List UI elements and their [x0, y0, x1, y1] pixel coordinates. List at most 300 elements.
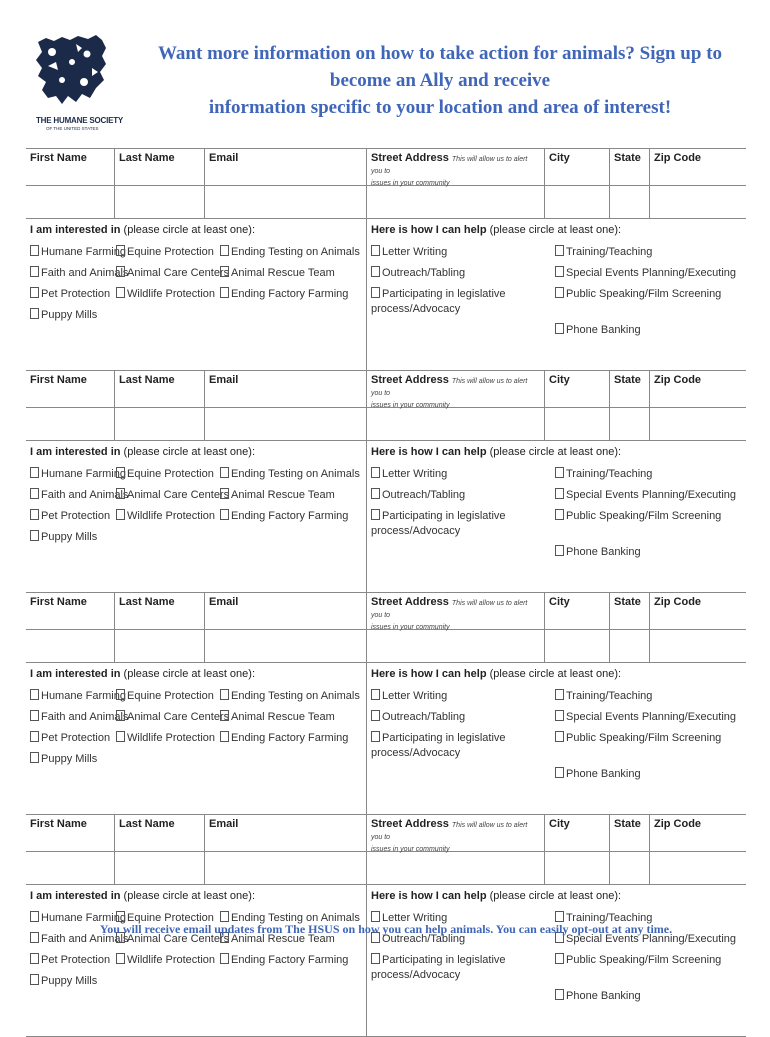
street-address-note-2: issues in your community — [371, 846, 450, 853]
interest-option-label: Pet Protection — [41, 732, 111, 744]
street-address-field[interactable] — [366, 408, 544, 440]
checkbox-icon[interactable] — [371, 245, 380, 256]
interest-option[interactable] — [30, 287, 116, 302]
interest-option-label: Ending Testing on Animals — [231, 246, 360, 258]
help-option-label: Special Events Planning/Executing — [566, 711, 736, 723]
help-option-label: Phone Banking — [566, 768, 641, 780]
interest-option[interactable] — [220, 689, 360, 704]
checkbox-icon[interactable] — [116, 731, 125, 742]
checkbox-icon[interactable] — [30, 752, 39, 763]
help-option[interactable] — [555, 767, 745, 782]
checkbox-icon[interactable] — [555, 767, 564, 778]
interest-option-label: Equine Protection — [127, 468, 214, 480]
checkbox-icon[interactable] — [371, 689, 380, 700]
checkbox-icon[interactable] — [30, 710, 39, 721]
help-option-label: Public Speaking/Film Screening — [566, 510, 722, 522]
checkbox-icon[interactable] — [371, 911, 380, 922]
street-address-note-2: issues in your community — [371, 624, 450, 631]
interest-option[interactable] — [116, 287, 220, 302]
city-field[interactable] — [544, 852, 609, 884]
checkbox-icon[interactable] — [116, 266, 125, 277]
city-field[interactable] — [544, 630, 609, 662]
help-option[interactable] — [371, 266, 555, 281]
street-address-label — [366, 815, 544, 851]
first-name-field[interactable] — [26, 186, 114, 218]
checkbox-icon[interactable] — [555, 911, 564, 922]
help-option[interactable] — [555, 488, 745, 503]
interest-option[interactable] — [30, 488, 129, 503]
email-field[interactable] — [204, 408, 366, 440]
last-name-field[interactable] — [114, 630, 204, 662]
checkbox-icon[interactable] — [30, 245, 39, 256]
help-title-bold: Here is how I can help — [371, 446, 487, 458]
interest-option[interactable] — [116, 245, 220, 260]
checkbox-icon[interactable] — [116, 911, 125, 922]
org-subtitle: OF THE UNITED STATES — [46, 126, 99, 131]
help-list — [371, 689, 742, 782]
help-spacer — [371, 767, 555, 782]
street-address-note-2: issues in your community — [371, 402, 450, 409]
options-row — [26, 884, 746, 1036]
help-list — [371, 467, 742, 560]
state-label: State — [609, 593, 649, 629]
entry-row — [26, 629, 746, 662]
interest-option[interactable] — [116, 689, 220, 704]
street-address-title: Street Address — [371, 374, 449, 386]
checkbox-icon[interactable] — [116, 953, 125, 964]
street-address-field[interactable] — [366, 186, 544, 218]
street-address-title: Street Address — [371, 152, 449, 164]
help-option-label: Public Speaking/Film Screening — [566, 732, 722, 744]
interest-option-label: Wildlife Protection — [127, 288, 216, 300]
checkbox-icon[interactable] — [555, 323, 564, 334]
interest-option-label: Puppy Mills — [41, 309, 98, 321]
help-option-label: Participating in legislative process/Advocacy — [371, 510, 506, 537]
checkbox-icon[interactable] — [371, 953, 380, 964]
checkbox-icon[interactable] — [116, 287, 125, 298]
interest-option[interactable] — [30, 509, 116, 524]
org-name: THE HUMANE SOCIETY — [36, 116, 124, 125]
help-option-label: Phone Banking — [566, 990, 641, 1002]
help-option[interactable] — [555, 989, 745, 1004]
interest-option-label: Ending Factory Farming — [231, 954, 349, 966]
help-section — [366, 219, 746, 370]
checkbox-icon[interactable] — [371, 266, 380, 277]
help-option-label: Training/Teaching — [566, 246, 653, 258]
zip-code-label: Zip Code — [649, 593, 746, 629]
help-option[interactable] — [555, 545, 745, 560]
interest-option[interactable] — [220, 287, 360, 302]
checkbox-icon[interactable] — [371, 287, 380, 298]
state-field[interactable] — [609, 408, 649, 440]
city-field[interactable] — [544, 186, 609, 218]
interest-option[interactable] — [30, 689, 126, 704]
checkbox-icon[interactable] — [220, 953, 229, 964]
checkbox-icon[interactable] — [555, 266, 564, 277]
checkbox-icon[interactable] — [371, 488, 380, 499]
field-labels-row — [26, 370, 746, 407]
interest-option-label: Wildlife Protection — [127, 732, 216, 744]
interest-option-label: Wildlife Protection — [127, 954, 216, 966]
email-label: Email — [204, 371, 366, 407]
header — [26, 30, 756, 140]
help-spacer — [371, 323, 555, 338]
help-option[interactable] — [555, 953, 745, 983]
help-option[interactable] — [371, 953, 511, 983]
field-labels-row — [26, 592, 746, 629]
interests-list — [30, 245, 362, 323]
street-address-field[interactable] — [366, 630, 544, 662]
street-address-note-2: issues in your community — [371, 180, 450, 187]
help-option[interactable] — [371, 287, 511, 317]
last-name-label: Last Name — [114, 593, 204, 629]
interest-option[interactable] — [30, 710, 129, 725]
interest-option[interactable] — [30, 974, 116, 989]
checkbox-icon[interactable] — [116, 689, 125, 700]
state-label: State — [609, 815, 649, 851]
checkbox-icon[interactable] — [555, 689, 564, 700]
help-spacer — [371, 989, 555, 1004]
help-option-label: Outreach/Tabling — [382, 489, 466, 501]
interest-option[interactable] — [220, 509, 360, 524]
interests-title — [30, 889, 362, 911]
interest-option[interactable] — [116, 710, 230, 725]
interest-option-label: Ending Factory Farming — [231, 288, 349, 300]
interests-title-bold: I am interested in — [30, 668, 121, 680]
signup-block — [26, 592, 746, 814]
street-address-title: Street Address — [371, 818, 449, 830]
interest-option[interactable] — [116, 488, 230, 503]
help-option-label: Participating in legislative process/Advocacy — [371, 732, 506, 759]
interest-option[interactable] — [30, 308, 116, 323]
checkbox-icon[interactable] — [371, 731, 380, 742]
interest-option[interactable] — [30, 245, 126, 260]
help-title — [371, 667, 742, 689]
help-section — [366, 663, 746, 814]
interest-option-label: Humane Farming — [41, 690, 126, 702]
checkbox-icon[interactable] — [116, 245, 125, 256]
zip-code-field[interactable] — [649, 186, 746, 218]
interests-title-bold: I am interested in — [30, 224, 121, 236]
checkbox-icon[interactable] — [555, 467, 564, 478]
help-title-bold: Here is how I can help — [371, 890, 487, 902]
last-name-field[interactable] — [114, 408, 204, 440]
checkbox-icon[interactable] — [30, 911, 39, 922]
checkbox-icon[interactable] — [30, 467, 39, 478]
help-option-label: Special Events Planning/Executing — [566, 267, 736, 279]
street-address-label — [366, 593, 544, 629]
first-name-field[interactable] — [26, 852, 114, 884]
last-name-label: Last Name — [114, 815, 204, 851]
interest-option-label: Animal Rescue Team — [231, 711, 335, 723]
interest-option-label: Ending Factory Farming — [231, 732, 349, 744]
interests-section — [26, 219, 366, 370]
checkbox-icon[interactable] — [555, 488, 564, 499]
help-option[interactable] — [371, 245, 555, 260]
interest-option[interactable] — [220, 488, 360, 503]
interest-option[interactable] — [30, 266, 129, 281]
options-row — [26, 218, 746, 370]
help-list — [371, 245, 742, 338]
checkbox-icon[interactable] — [30, 308, 39, 319]
state-field[interactable] — [609, 852, 649, 884]
first-name-label: First Name — [30, 818, 87, 830]
interest-option[interactable] — [220, 467, 360, 482]
checkbox-icon[interactable] — [555, 953, 564, 964]
city-label: City — [544, 815, 609, 851]
checkbox-icon[interactable] — [220, 266, 229, 277]
footer-note: You will receive email updates from The HSUS on how you can help animals. You can easily opt-out at any time. — [99, 922, 673, 936]
interest-option-label: Faith and Animals — [41, 267, 129, 279]
help-option-label: Outreach/Tabling — [382, 267, 466, 279]
help-option[interactable] — [555, 287, 745, 317]
interests-list — [30, 689, 362, 767]
interests-title — [30, 667, 362, 689]
checkbox-icon[interactable] — [220, 689, 229, 700]
checkbox-icon[interactable] — [371, 509, 380, 520]
checkbox-icon[interactable] — [555, 731, 564, 742]
checkbox-icon[interactable] — [220, 488, 229, 499]
checkbox-icon[interactable] — [371, 710, 380, 721]
animals-map-logo-icon — [32, 32, 112, 112]
help-title-rest: (please circle at least one): — [489, 890, 622, 902]
checkbox-icon[interactable] — [30, 731, 39, 742]
help-title-rest: (please circle at least one): — [489, 668, 622, 680]
checkbox-icon[interactable] — [116, 488, 125, 499]
help-option-label: Phone Banking — [566, 324, 641, 336]
help-option-label: Training/Teaching — [566, 912, 653, 924]
checkbox-icon[interactable] — [220, 467, 229, 478]
last-name-label: Last Name — [114, 371, 204, 407]
help-option[interactable] — [555, 710, 745, 725]
zip-code-label: Zip Code — [649, 815, 746, 851]
street-address-note: This will allow us to alert you to — [371, 156, 528, 175]
checkbox-icon[interactable] — [116, 710, 125, 721]
help-option[interactable] — [555, 266, 745, 281]
interest-option-label: Equine Protection — [127, 690, 214, 702]
signup-block — [26, 370, 746, 592]
checkbox-icon[interactable] — [30, 287, 39, 298]
email-field[interactable] — [204, 852, 366, 884]
interest-option-label: Animal Care Centers — [127, 711, 230, 723]
help-option[interactable] — [371, 467, 555, 482]
checkbox-icon[interactable] — [30, 974, 39, 985]
interest-option[interactable] — [30, 467, 126, 482]
interest-option[interactable] — [116, 509, 220, 524]
interests-section — [26, 441, 366, 592]
checkbox-icon[interactable] — [220, 509, 229, 520]
email-field[interactable] — [204, 630, 366, 662]
interest-option[interactable] — [116, 731, 220, 746]
checkbox-icon[interactable] — [30, 530, 39, 541]
checkbox-icon[interactable] — [555, 989, 564, 1000]
help-option[interactable] — [371, 509, 511, 539]
zip-code-field[interactable] — [649, 630, 746, 662]
interest-option-label: Pet Protection — [41, 288, 111, 300]
street-address-label — [366, 371, 544, 407]
checkbox-icon[interactable] — [30, 689, 39, 700]
help-option-label: Letter Writing — [382, 468, 448, 480]
first-name-label: First Name — [30, 374, 87, 386]
help-option[interactable] — [371, 488, 555, 503]
checkbox-icon[interactable] — [555, 545, 564, 556]
interest-option-label: Humane Farming — [41, 468, 126, 480]
help-option-label: Participating in legislative process/Advocacy — [371, 954, 506, 981]
interest-option-label: Puppy Mills — [41, 975, 98, 987]
checkbox-icon[interactable] — [555, 245, 564, 256]
state-field[interactable] — [609, 186, 649, 218]
checkbox-icon[interactable] — [116, 467, 125, 478]
help-spacer — [371, 545, 555, 560]
interest-option-label: Animal Rescue Team — [231, 933, 335, 945]
help-option[interactable] — [371, 731, 511, 761]
email-label: Email — [204, 149, 366, 185]
help-option[interactable] — [371, 689, 555, 704]
signup-block — [26, 148, 746, 370]
help-option[interactable] — [371, 710, 555, 725]
interest-option-label: Animal Care Centers — [127, 267, 230, 279]
help-option-label: Letter Writing — [382, 246, 448, 258]
first-name-field[interactable] — [26, 408, 114, 440]
checkbox-icon[interactable] — [220, 287, 229, 298]
interest-option[interactable] — [220, 710, 360, 725]
options-row — [26, 662, 746, 814]
interest-option-label: Animal Care Centers — [127, 489, 230, 501]
help-title-bold: Here is how I can help — [371, 224, 487, 236]
interest-option-label: Humane Farming — [41, 246, 126, 258]
interest-option-label: Puppy Mills — [41, 531, 98, 543]
interest-option-label: Ending Testing on Animals — [231, 690, 360, 702]
zip-code-field[interactable] — [649, 852, 746, 884]
state-label: State — [609, 149, 649, 185]
first-name-field[interactable] — [26, 630, 114, 662]
interest-option-label: Animal Rescue Team — [231, 267, 335, 279]
interest-option[interactable] — [30, 731, 116, 746]
checkbox-icon[interactable] — [555, 287, 564, 298]
interest-option[interactable] — [220, 245, 360, 260]
help-section — [366, 885, 746, 1036]
help-option-label: Outreach/Tabling — [382, 711, 466, 723]
interests-title — [30, 223, 362, 245]
help-title — [371, 445, 742, 467]
last-name-field[interactable] — [114, 186, 204, 218]
entry-row — [26, 185, 746, 218]
street-address-note: This will allow us to alert you to — [371, 378, 528, 397]
email-label: Email — [204, 815, 366, 851]
state-field[interactable] — [609, 630, 649, 662]
interests-list — [30, 467, 362, 545]
interest-option[interactable] — [30, 752, 116, 767]
checkbox-icon[interactable] — [30, 953, 39, 964]
interest-option[interactable] — [220, 266, 360, 281]
interest-option-label: Pet Protection — [41, 510, 111, 522]
help-option-label: Special Events Planning/Executing — [566, 933, 736, 945]
help-option-label: Training/Teaching — [566, 468, 653, 480]
checkbox-icon[interactable] — [220, 710, 229, 721]
checkbox-icon[interactable] — [220, 245, 229, 256]
last-name-field[interactable] — [114, 852, 204, 884]
interest-option[interactable] — [116, 266, 230, 281]
interests-title-rest: (please circle at least one): — [123, 224, 255, 236]
interest-option-label: Animal Rescue Team — [231, 489, 335, 501]
checkbox-icon[interactable] — [555, 509, 564, 520]
interest-option[interactable] — [116, 467, 220, 482]
help-title-rest: (please circle at least one): — [489, 224, 622, 236]
checkbox-icon[interactable] — [30, 488, 39, 499]
interest-option-label: Humane Farming — [41, 912, 126, 924]
interest-option-label: Ending Factory Farming — [231, 510, 349, 522]
interests-title-bold: I am interested in — [30, 446, 121, 458]
interests-title-rest: (please circle at least one): — [123, 890, 255, 902]
street-address-field[interactable] — [366, 852, 544, 884]
interest-option-label: Faith and Animals — [41, 489, 129, 501]
street-address-title: Street Address — [371, 596, 449, 608]
interest-option-label: Equine Protection — [127, 912, 214, 924]
interest-option[interactable] — [30, 530, 116, 545]
signup-form — [26, 148, 746, 1037]
zip-code-label: Zip Code — [649, 371, 746, 407]
help-option[interactable] — [555, 689, 745, 704]
interest-option-label: Equine Protection — [127, 246, 214, 258]
entry-row — [26, 851, 746, 884]
interest-option-label: Ending Testing on Animals — [231, 912, 360, 924]
interest-option[interactable] — [220, 953, 360, 968]
checkbox-icon[interactable] — [371, 467, 380, 478]
headline-line-2: information specific to your location and area of interest! — [208, 97, 672, 118]
street-address-note: This will allow us to alert you to — [371, 822, 528, 841]
email-field[interactable] — [204, 186, 366, 218]
checkbox-icon[interactable] — [116, 509, 125, 520]
interest-option-label: Ending Testing on Animals — [231, 468, 360, 480]
help-option-label: Public Speaking/Film Screening — [566, 954, 722, 966]
interest-option[interactable] — [30, 953, 116, 968]
zip-code-label: Zip Code — [649, 149, 746, 185]
help-option[interactable] — [555, 731, 745, 761]
state-label: State — [609, 371, 649, 407]
first-name-label: First Name — [30, 596, 87, 608]
entry-row — [26, 407, 746, 440]
help-title-rest: (please circle at least one): — [489, 446, 622, 458]
help-option-label: Phone Banking — [566, 546, 641, 558]
interests-section — [26, 663, 366, 814]
zip-code-field[interactable] — [649, 408, 746, 440]
interest-option-label: Pet Protection — [41, 954, 111, 966]
interest-option[interactable] — [116, 953, 220, 968]
help-option[interactable] — [555, 467, 745, 482]
checkbox-icon[interactable] — [220, 731, 229, 742]
help-option[interactable] — [555, 245, 745, 260]
hsus-logo — [32, 32, 124, 132]
street-address-note: This will allow us to alert you to — [371, 600, 528, 619]
checkbox-icon[interactable] — [555, 710, 564, 721]
help-option[interactable] — [555, 509, 745, 539]
interest-option[interactable] — [220, 731, 360, 746]
interests-title-rest: (please circle at least one): — [123, 668, 255, 680]
checkbox-icon[interactable] — [220, 911, 229, 922]
help-option-label: Training/Teaching — [566, 690, 653, 702]
help-option-label: Public Speaking/Film Screening — [566, 288, 722, 300]
interests-title-rest: (please circle at least one): — [123, 446, 255, 458]
help-title — [371, 223, 742, 245]
checkbox-icon[interactable] — [30, 509, 39, 520]
checkbox-icon[interactable] — [30, 266, 39, 277]
city-label: City — [544, 371, 609, 407]
help-option[interactable] — [555, 323, 745, 338]
help-option-label: Participating in legislative process/Advocacy — [371, 288, 506, 315]
help-section — [366, 441, 746, 592]
city-field[interactable] — [544, 408, 609, 440]
interest-option-label: Wildlife Protection — [127, 510, 216, 522]
